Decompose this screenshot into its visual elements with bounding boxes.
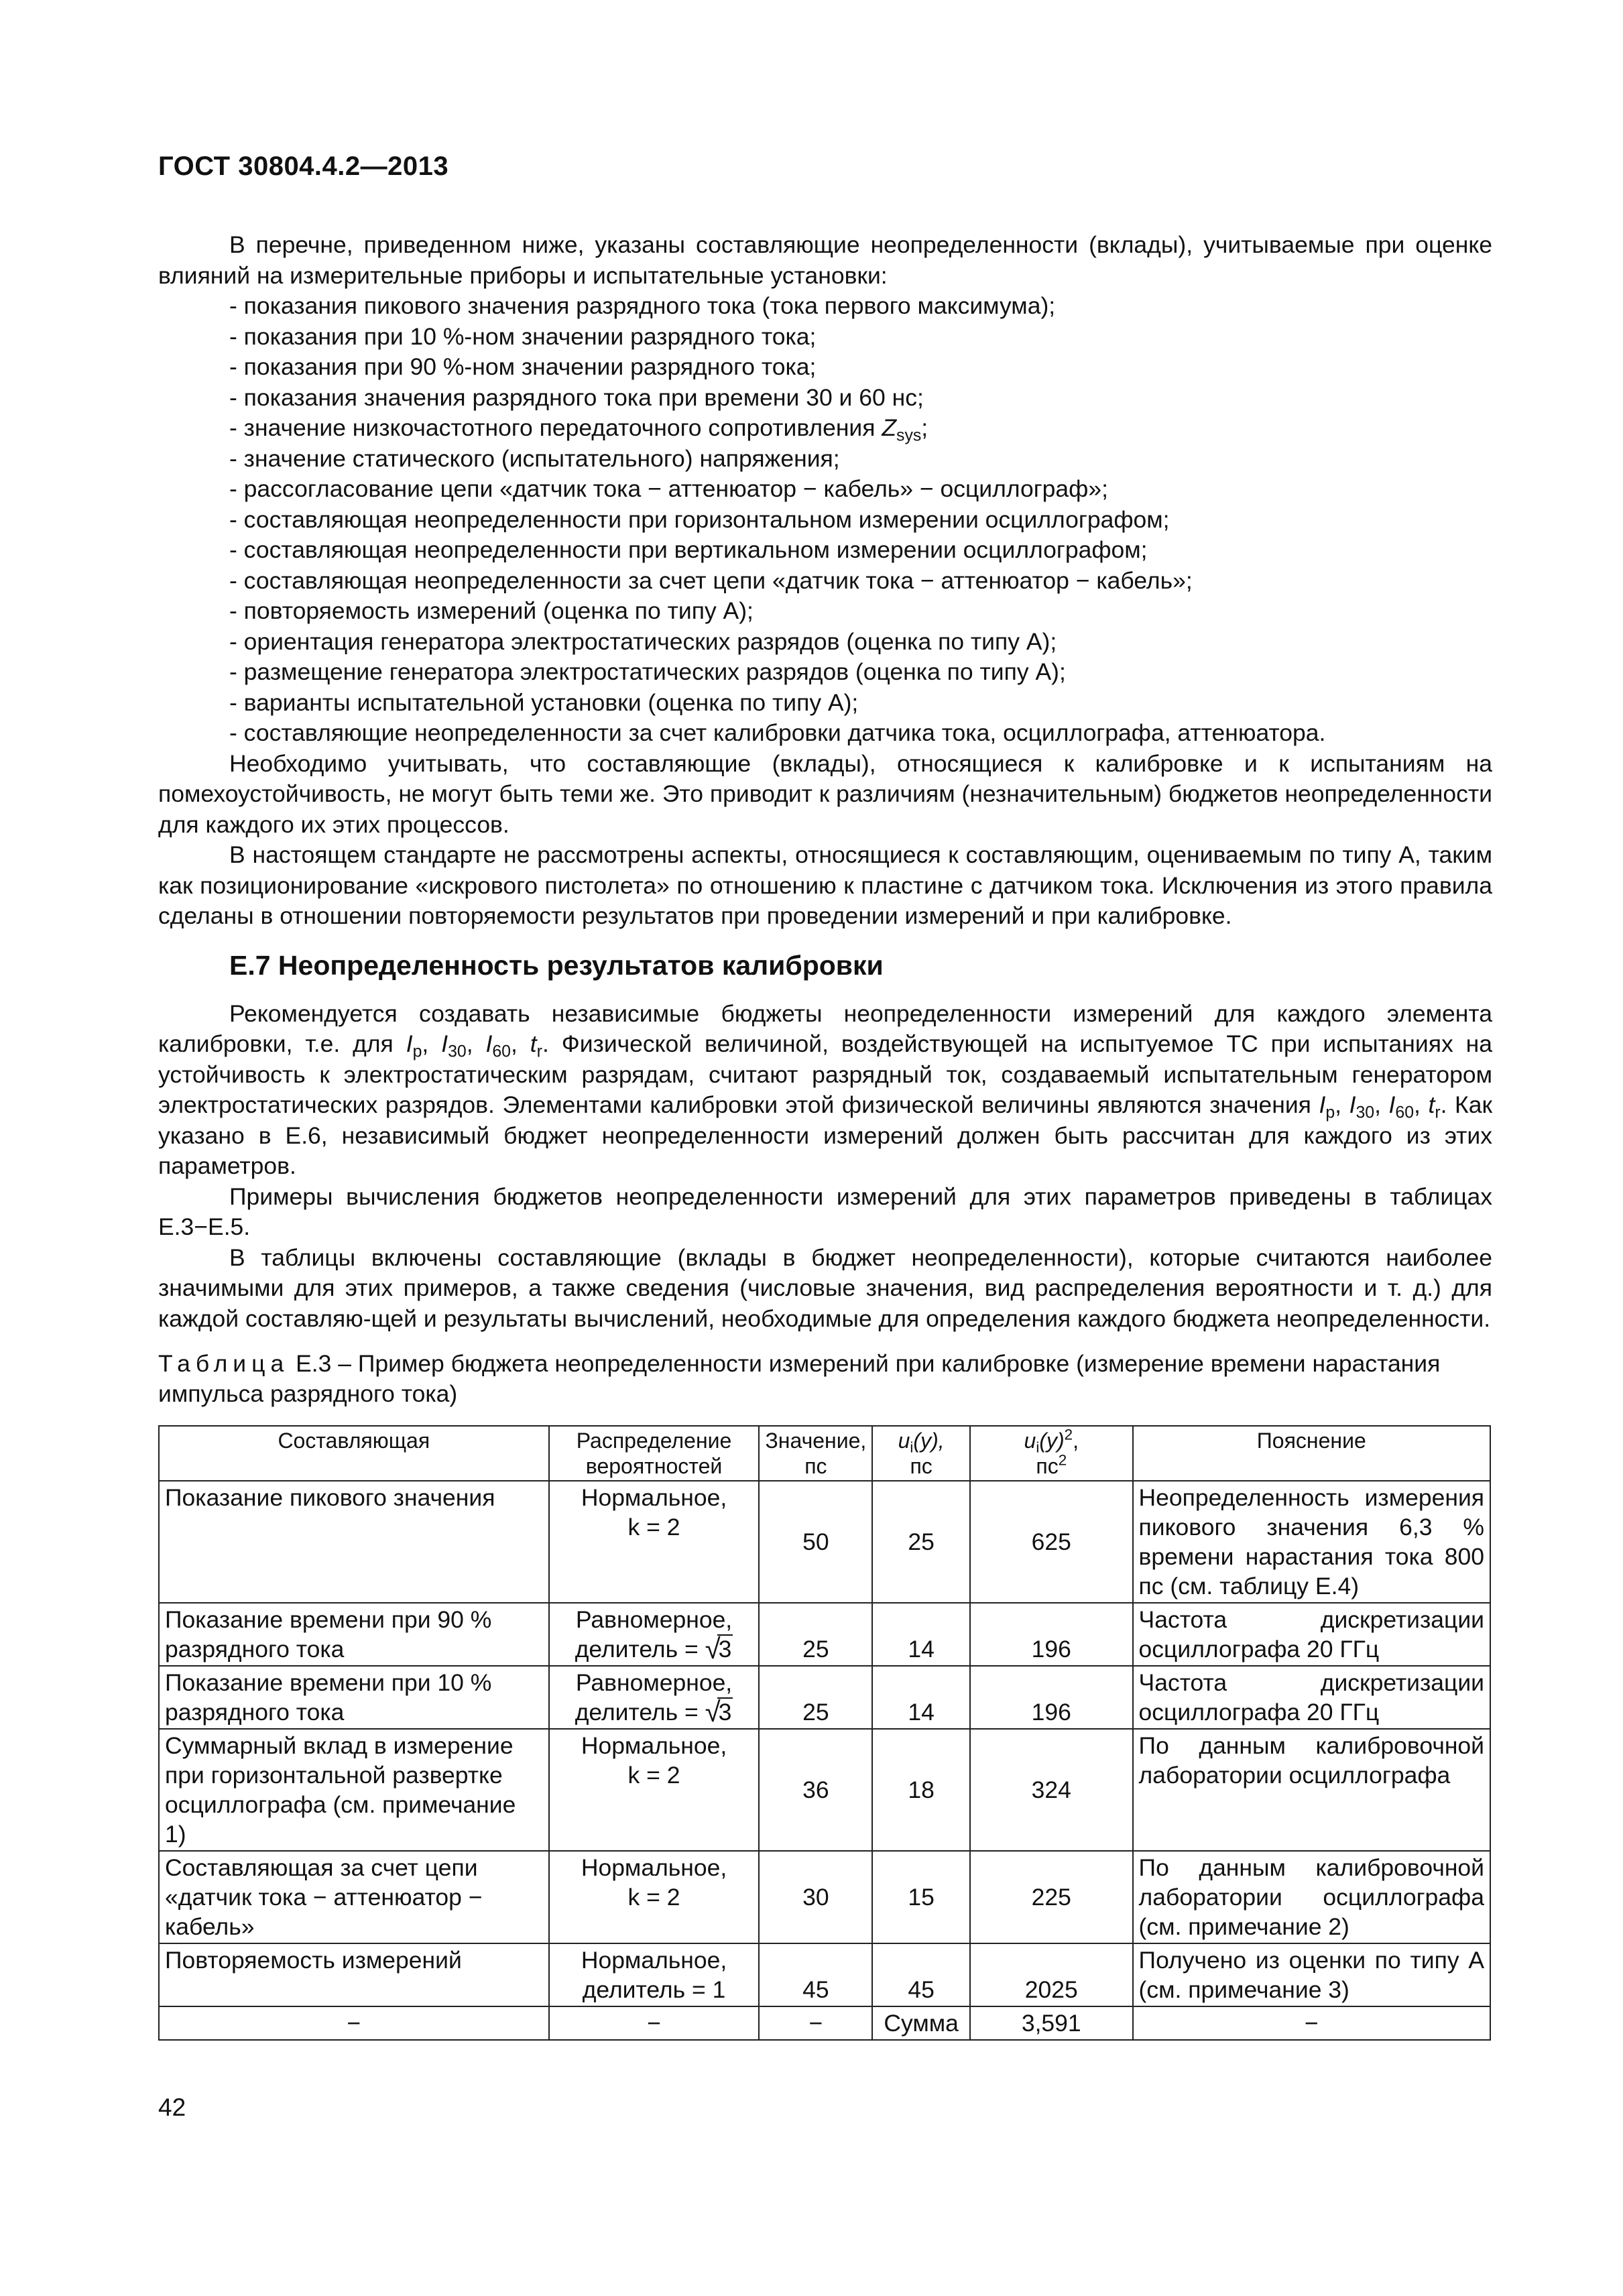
list-item: - показания при 10 %-ном значении разрядного тока; xyxy=(229,322,817,350)
table-row xyxy=(159,1481,1490,1603)
cell-distribution xyxy=(549,1851,760,1943)
sep: , xyxy=(422,1030,442,1057)
list-item: - показания значения разрядного тока при времени 30 и 60 нс; xyxy=(229,383,924,411)
cell-distribution xyxy=(549,1603,760,1666)
paragraph-calibration xyxy=(158,999,1492,1182)
paragraph: Необходимо учитывать, что составляющие (вклады), относящиеся к калибровке и к испытаниям на помехоустойчивость, не могут быть теми же. Это приводит к различиям (незначительным) бюджетов неопределенности для каждого их этих процессов. xyxy=(158,749,1492,838)
cell-u2: 625 xyxy=(970,1481,1133,1603)
dist-line: Равномерное, xyxy=(575,1606,733,1633)
subscript: p xyxy=(412,1042,422,1061)
subscript: r xyxy=(1435,1103,1441,1122)
cell-distribution xyxy=(549,1943,760,2006)
table-total-row xyxy=(159,2006,1490,2040)
cell-total-value: 3,591 xyxy=(970,2006,1133,2040)
cell-u2: 225 xyxy=(970,1851,1133,1943)
header-note: Пояснение xyxy=(1133,1426,1490,1481)
subscript: i xyxy=(1036,1439,1040,1456)
dist-line: Нормальное, xyxy=(581,1484,727,1511)
cell-value: 50 xyxy=(759,1481,872,1603)
header-value: Значение, пс xyxy=(759,1426,872,1481)
cell-u2: 324 xyxy=(970,1729,1133,1851)
cell-note: Неопределенность измерения пикового значения 6,3 % времени нарастания тока 800 пс (см. таблицу Е.4) xyxy=(1133,1481,1490,1603)
cell-value: 25 xyxy=(759,1603,872,1666)
cell-note: Получено из оценки по типу А (см. примечание 3) xyxy=(1133,1943,1490,2006)
sep: , xyxy=(1335,1091,1349,1118)
list-item: - значение статического (испытательного) напряжения; xyxy=(229,444,840,472)
dist-line: Нормальное, xyxy=(581,1854,727,1881)
superscript: 2 xyxy=(1058,1451,1067,1469)
list-item: - повторяемость измерений (оценка по типу А); xyxy=(229,597,754,624)
list-item: - составляющие неопределенности за счет калибровки датчика тока, осциллографа, аттенюатора. xyxy=(229,719,1326,746)
dist-line: Нормальное, xyxy=(581,1947,727,1974)
cell-total-label: Сумма xyxy=(872,2006,970,2040)
symbol-i: I xyxy=(1388,1091,1396,1118)
symbol-t: t xyxy=(530,1030,537,1057)
table-row xyxy=(159,1666,1490,1729)
cell-component: Показание пикового значения xyxy=(159,1481,549,1603)
dist-line: k = 2 xyxy=(627,1884,680,1911)
cell-u: 14 xyxy=(872,1666,970,1729)
dist-line: k = 2 xyxy=(627,1514,680,1540)
symbol-y: (y) xyxy=(1039,1429,1065,1453)
header-component: Составляющая xyxy=(159,1426,549,1481)
punct: , xyxy=(1073,1429,1079,1453)
cell-u: 14 xyxy=(872,1603,970,1666)
dist-line: Нормальное, xyxy=(581,1732,727,1759)
cell-note: Частота дискретизации осциллографа 20 ГГц xyxy=(1133,1603,1490,1666)
symbol-z: Z xyxy=(882,414,897,441)
subscript: 60 xyxy=(492,1042,511,1061)
list-item: - показания пикового значения разрядного тока (тока первого максимума); xyxy=(229,292,1056,319)
superscript: 2 xyxy=(1064,1426,1073,1443)
subscript: r xyxy=(536,1042,542,1061)
cell-component: Суммарный вклад в измерение при горизонтальной развертке осциллографа (см. примечание 1) xyxy=(159,1729,549,1851)
cell-note: По данным калибровочной лаборатории осциллографа (см. примечание 2) xyxy=(1133,1851,1490,1943)
unit: пс xyxy=(910,1454,933,1478)
header-distribution: Распределение вероятностей xyxy=(549,1426,760,1481)
symbol-i: I xyxy=(406,1030,413,1057)
sqrt-symbol: √ 3 xyxy=(705,1696,732,1728)
symbol-i: I xyxy=(485,1030,493,1057)
paragraph: В настоящем стандарте не рассмотрены аспекты, относящиеся к составляющим, оцениваемым по типу А, таким как позиционирование «искрового пистолета» по отношению к пластине с датчиком тока. Исключения из этого правила сделаны в отношении повторяемости результатов при проведении измерений и при калибровке. xyxy=(158,841,1492,929)
subscript: 30 xyxy=(1356,1103,1375,1122)
cell-value: 25 xyxy=(759,1666,872,1729)
cell-value: 45 xyxy=(759,1943,872,2006)
subscript: i xyxy=(910,1439,914,1456)
header-uncertainty xyxy=(872,1426,970,1481)
subscript: p xyxy=(1325,1103,1335,1122)
list-item: - ориентация генератора электростатических разрядов (оценка по типу А); xyxy=(229,627,1057,655)
intro-paragraph: В перечне, приведенном ниже, указаны составляющие неопределенности (вклады), учитываемые при оценке влияний на измерительные приборы и испытательные установки: xyxy=(158,231,1492,289)
cell-value: 36 xyxy=(759,1729,872,1851)
sep: , xyxy=(1414,1091,1429,1118)
cell-u: 25 xyxy=(872,1481,970,1603)
cell-distribution xyxy=(549,1666,760,1729)
dist-line: k = 2 xyxy=(627,1762,680,1789)
document-body xyxy=(158,230,1492,1409)
subscript: 60 xyxy=(1395,1103,1415,1122)
table-caption-label: Таблица xyxy=(158,1350,290,1377)
table-caption xyxy=(158,1349,1492,1409)
symbol-u: u xyxy=(898,1429,910,1453)
table-row xyxy=(159,1851,1490,1943)
list-item: - размещение генератора электростатических разрядов (оценка по типу А); xyxy=(229,658,1066,685)
sep: , xyxy=(466,1030,486,1057)
cell-total-dash: − xyxy=(549,2006,760,2040)
symbol-t: t xyxy=(1428,1091,1435,1118)
cell-component: Показание времени при 10 % разрядного тока xyxy=(159,1666,549,1729)
cell-u: 45 xyxy=(872,1943,970,2006)
cell-distribution xyxy=(549,1481,760,1603)
punct: ; xyxy=(921,414,928,441)
text-run: Рекомендуется создавать независимые бюджеты неопределенности измерений для каждого элемента калибровки, т.е. для xyxy=(158,1000,1492,1057)
page-number: 42 xyxy=(158,2094,186,2121)
sep: , xyxy=(1374,1091,1389,1118)
document-header: ГОСТ 30804.4.2—2013 xyxy=(158,152,449,181)
cell-component: Составляющая за счет цепи «датчик тока − аттенюатор − кабель» xyxy=(159,1851,549,1943)
symbol-i: I xyxy=(441,1030,448,1057)
uncertainty-budget-table xyxy=(158,1425,1491,2041)
dist-line: делитель = xyxy=(575,1699,705,1726)
table-row xyxy=(159,1729,1490,1851)
symbol-i: I xyxy=(1319,1091,1326,1118)
cell-u2: 2025 xyxy=(970,1943,1133,2006)
cell-u2: 196 xyxy=(970,1603,1133,1666)
cell-total-dash: − xyxy=(759,2006,872,2040)
cell-total-dash: − xyxy=(1133,2006,1490,2040)
text-run: . Физической величиной, воздействующей на испытуемое ТС при испытаниях на устойчивость к электростатическим разрядам, считают разрядный ток, создаваемый испытательным генератором электростатических разрядов. Элементами калибровки этой физической величины являются значения xyxy=(158,1030,1492,1118)
sqrt-arg: 3 xyxy=(718,1699,732,1726)
list-item-text: - значение низкочастотного передаточного сопротивления xyxy=(229,414,882,441)
cell-distribution xyxy=(549,1729,760,1851)
sqrt-arg: 3 xyxy=(718,1636,732,1663)
cell-note: По данным калибровочной лаборатории осциллографа xyxy=(1133,1729,1490,1851)
table-header-row xyxy=(159,1426,1490,1481)
section-heading: Е.7 Неопределенность результатов калибровки xyxy=(229,949,884,981)
list-item: - составляющая неопределенности при вертикальном измерении осциллографом; xyxy=(229,536,1148,563)
sqrt-symbol: √ 3 xyxy=(705,1633,732,1665)
paragraph: В таблицы включены составляющие (вклады в бюджет неопределенности), которые считаются наиболее значимыми для этих примеров, а также сведения (числовые значения, вид распределения вероятности и т. д.) для каждой составляю-щей и результаты вычислений, необходимые для определения каждого бюджета неопределенности. xyxy=(158,1244,1492,1332)
symbol-u: u xyxy=(1024,1429,1036,1453)
dist-line: Равномерное, xyxy=(575,1669,733,1696)
dist-line: делитель = 1 xyxy=(582,1976,726,2003)
list-item: - составляющая неопределенности за счет цепи «датчик тока − аттенюатор − кабель»; xyxy=(229,566,1193,594)
subscript-sys: sys xyxy=(896,426,922,445)
dist-line: делитель = xyxy=(575,1636,705,1663)
list-item xyxy=(158,413,1492,444)
cell-component: Показание времени при 90 % разрядного тока xyxy=(159,1603,549,1666)
symbol-y: (y), xyxy=(913,1429,945,1453)
table-row xyxy=(159,1603,1490,1666)
list-item: - рассогласование цепи «датчик тока − аттенюатор − кабель» − осциллограф»; xyxy=(229,475,1108,502)
list-item: - показания при 90 %-ном значении разрядного тока; xyxy=(229,353,817,380)
list-item: - составляющая неопределенности при горизонтальном измерении осциллографом; xyxy=(229,505,1170,533)
header-uncertainty-squared xyxy=(970,1426,1133,1481)
list-item: - варианты испытательной установки (оценка по типу А); xyxy=(229,688,859,716)
cell-value: 30 xyxy=(759,1851,872,1943)
symbol-i: I xyxy=(1349,1091,1356,1118)
text-run: . Как указано в Е.6, независимый бюджет неопределенности измерений должен быть рассчитан для каждого из этих параметров. xyxy=(158,1091,1492,1179)
subscript: 30 xyxy=(448,1042,467,1061)
cell-u2: 196 xyxy=(970,1666,1133,1729)
cell-total-dash: − xyxy=(159,2006,549,2040)
cell-u: 15 xyxy=(872,1851,970,1943)
table-row xyxy=(159,1943,1490,2006)
table-caption-text: Е.3 – Пример бюджета неопределенности измерений при калибровке (измерение времени нарастания импульса разрядного тока) xyxy=(158,1350,1441,1407)
cell-u: 18 xyxy=(872,1729,970,1851)
paragraph: Примеры вычисления бюджетов неопределенности измерений для этих параметров приведены в таблицах Е.3−Е.5. xyxy=(158,1183,1492,1240)
unit: пс xyxy=(1036,1454,1059,1478)
cell-component: Повторяемость измерений xyxy=(159,1943,549,2006)
cell-note: Частота дискретизации осциллографа 20 ГГц xyxy=(1133,1666,1490,1729)
sep: , xyxy=(511,1030,530,1057)
